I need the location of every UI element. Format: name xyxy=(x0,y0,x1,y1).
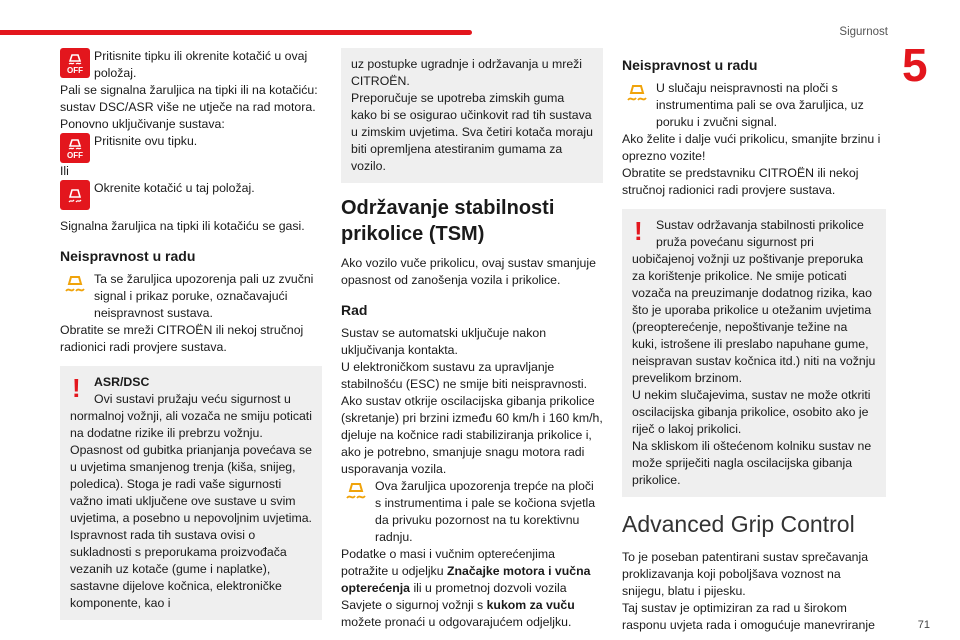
text: Ako sustav otkrije oscilacijska gibanja prikolice (skretanje) pri brzini između 60 km/h i 160 km/h, djeluje na kočnice radi stabiliziranja prikolice i, ako je potrebno, smanjuje snagu motora radi usporavanja vozila. xyxy=(341,394,603,476)
text: Podatke o masi i vučnim opterećenjima potražite u odjeljku Značajke motora i vučna opterećenja ili u prometnoj dozvoli vozila xyxy=(341,547,591,595)
text: Ponovno uključivanje sustava: xyxy=(60,117,225,131)
text: Na skliskom ili oštećenom kolniku sustav ne može spriječiti nagla oscilacijska gibanja prikolice. xyxy=(632,439,872,487)
text: Ako vozilo vuče prikolicu, ovaj sustav smanjuje opasnost od zanošenja vozila i prikolice. xyxy=(341,256,596,287)
warning-row xyxy=(60,271,322,322)
chapter-number: 5 xyxy=(902,39,928,91)
warning-light-icon xyxy=(622,80,652,110)
heading-fault: Neispravnost u radu xyxy=(60,248,196,264)
text: Ovi sustavi pružaju veću sigurnost u normalnoj vožnji, ali vozača ne smiju poticati na dodatne rizike ili prebrzu vožnju. xyxy=(70,392,312,440)
warning-row xyxy=(622,80,886,131)
instruction-row xyxy=(60,133,322,163)
text: U slučaju neispravnosti na ploči s instrumentima pali se ova žaruljica, uz poruku i zvučni signal. xyxy=(656,81,864,129)
notice-title: ASR/DSC xyxy=(94,375,150,389)
column-1 xyxy=(60,48,322,628)
text: To je poseban patentirani sustav sprečavanja proklizavanja koji poboljšava voznost na snijegu, blatu i pijesku. xyxy=(622,550,869,598)
text: uz postupke ugradnje i održavanja u mreži CITROËN. xyxy=(351,57,583,88)
text: Opasnost od gubitka prianjanja povećava se u uvjetima smanjenog trenja (kiša, snijeg, poledica). Stoga je radi vaše sigurnosti važno imati uključene ove sustave u svim uvjetima, a posebno u nepovoljnim uvjetima. xyxy=(70,443,312,525)
text: Okrenite kotačić u taj položaj. xyxy=(94,181,255,195)
warning-row xyxy=(341,478,603,546)
text: Pali se signalna žaruljica na tipki ili na kotačiću: sustav DSC/ASR više ne utječe na rad motora. xyxy=(60,83,318,114)
text: Ova žaruljica upozorenja trepće na ploči s instrumentima i pale se kočiona svjetla da privuku pozornost na tu korektivnu radnju. xyxy=(375,479,596,544)
text: U elektroničkom sustavu za upravljanje stabilnošću (ESC) ne smije biti neispravnosti. xyxy=(341,360,588,391)
text: Ispravnost rada tih sustava ovisi o sukladnosti s preporukama proizvođača vezanih uz kotače (gume i naplatke), sastavne dijelove kočnica, elektroničke komponente, kao i xyxy=(70,528,287,610)
text: Pritisnite tipku ili okrenite kotačić u ovaj položaj. xyxy=(94,49,308,80)
column-2 xyxy=(341,48,603,631)
text: Signalna žaruljica na tipki ili kotačiću se gasi. xyxy=(60,219,305,233)
text: U nekim slučajevima, sustav ne može otkriti oscilacijska gibanja prikolice, osobito ako je riječ o lakoj prikolici. xyxy=(632,388,871,436)
text: Ta se žaruljica upozorenja pali uz zvučni signal i prikaz poruke, označavajući neispravnost sustava. xyxy=(94,272,314,320)
esc-off-icon xyxy=(60,133,90,163)
exclamation-icon: ! xyxy=(634,216,643,246)
off-label: OFF xyxy=(67,65,83,75)
section-title: Sigurnost xyxy=(839,26,888,38)
esc-off-icon xyxy=(60,48,90,78)
notice-box-continued xyxy=(341,48,603,183)
text: Pritisnite ovu tipku. xyxy=(94,134,198,148)
heading-tsm: Održavanje stabilnosti prikolice (TSM) xyxy=(341,197,555,245)
heading-rad: Rad xyxy=(341,302,368,318)
text: Sustav se automatski uključuje nakon uključivanja kontakta. xyxy=(341,326,547,357)
instruction-row xyxy=(60,48,322,82)
text: Obratite se mreži CITROËN ili nekoj stručnoj radionici radi provjere sustava. xyxy=(60,323,304,354)
esc-car-icon xyxy=(60,180,90,210)
exclamation-icon: ! xyxy=(72,373,81,403)
text: Preporučuje se upotreba zimskih guma kako bi se osigurao učinkovit rad tih sustava u zimskim uvjetima. Sva četiri kotača moraju biti opremljena atestiranim gumama za vozilo. xyxy=(351,91,593,173)
heading-advanced-grip-control: Advanced Grip Control xyxy=(622,511,855,537)
header-red-bar xyxy=(0,30,472,35)
text: Sustav održavanja stabilnosti prikolice pruža povećanu sigurnost pri uobičajenoj vožnji uz poštivanje preporuka za korištenje prikolice. Ne smije poticati vozača na preuzimanje dodatnog rizika, kao što je uporaba prikolice u otežanim uvjetima (preopterećenje, nepoštivanje težine na kuki, istrošene ili preslabo napuhane gume, neispravan sustav kočnica itd.) niti na vožnju prevelikom brzinom. xyxy=(632,218,876,385)
off-label: OFF xyxy=(67,150,83,160)
text: Ili xyxy=(60,164,69,178)
text: Taj sustav je optimiziran za rad u širokom rasponu uvjeta rada i omogućuje manevriranje xyxy=(622,601,875,632)
notice-box-asr-dsc xyxy=(60,366,322,620)
page-number: 71 xyxy=(917,619,930,631)
heading-fault: Neispravnost u radu xyxy=(622,57,758,73)
column-3 xyxy=(622,48,886,634)
warning-light-icon xyxy=(341,478,371,508)
text: Ako želite i dalje vući prikolicu, smanjite brzinu i oprezno vozite! xyxy=(622,132,881,163)
warning-light-icon xyxy=(60,271,90,301)
notice-box-tsm xyxy=(622,209,886,497)
text: Obratite se predstavniku CITROËN ili nekoj stručnoj radionici radi provjere sustava. xyxy=(622,166,859,197)
text: Savjete o sigurnoj vožnji s kukom za vuču možete pronaći u odgovarajućem odjeljku. xyxy=(341,598,575,629)
instruction-row xyxy=(60,180,322,210)
